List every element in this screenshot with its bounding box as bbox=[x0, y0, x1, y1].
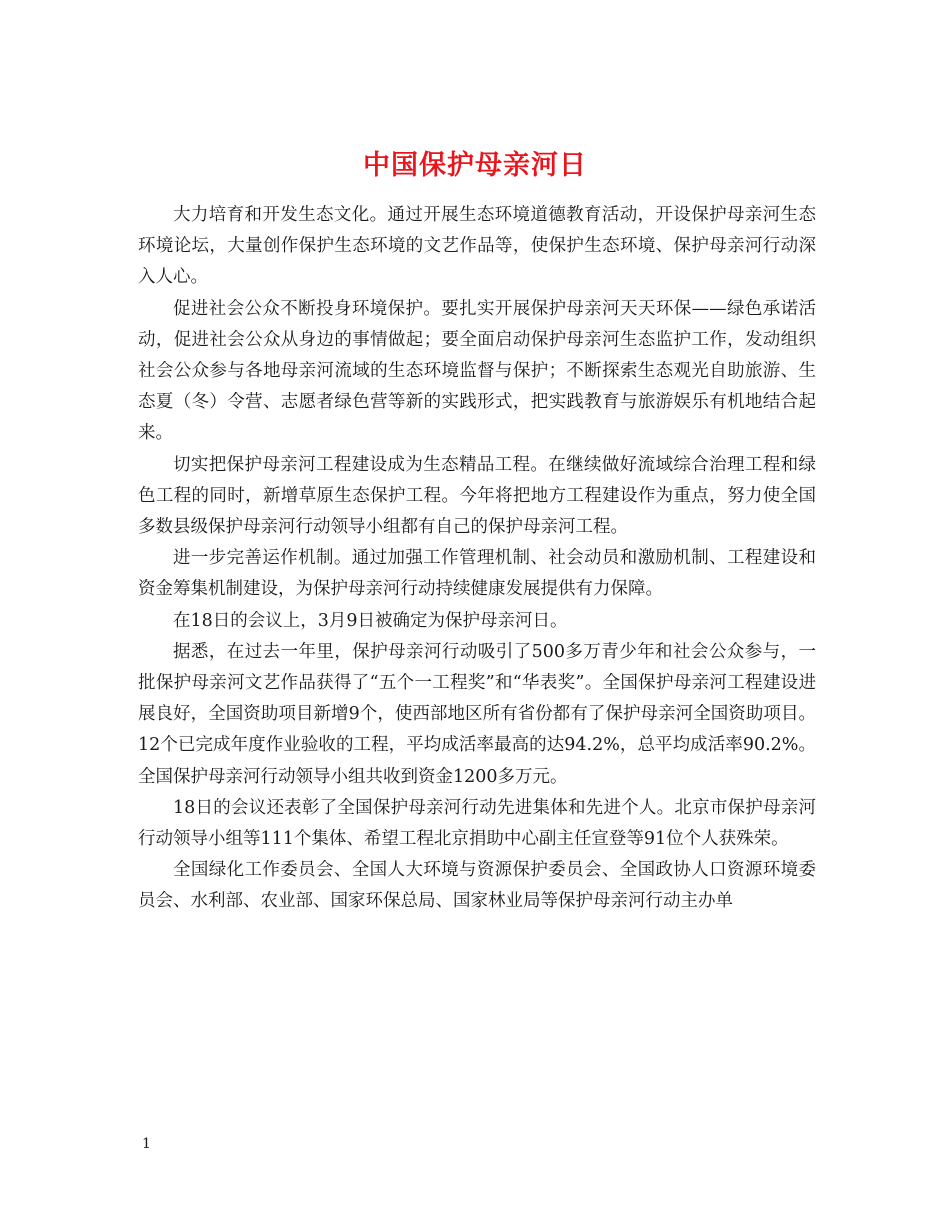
paragraph-2: 促进社会公众不断投身环境保护。要扎实开展保护母亲河天天环保——绿色承诺活动，促进社会公众从身边的事情做起；要全面启动保护母亲河生态监护工作，发动组织社会公众参与各地母亲河流域的生态环境监督与保护；不断探索生态观光自助旅游、生态夏（冬）令营、志愿者绿色营等新的实践形式，把实践教育与旅游娱乐有机地结合起来。 bbox=[138, 298, 816, 444]
body-text bbox=[138, 200, 816, 918]
paragraph-1: 大力培育和开发生态文化。通过开展生态环境道德教育活动，开设保护母亲河生态环境论坛，大量创作保护生态环境的文艺作品等，使保护生态环境、保护母亲河行动深入人心。 bbox=[138, 205, 816, 288]
page-number: 1 bbox=[142, 1136, 151, 1152]
paragraph-4: 进一步完善运作机制。通过加强工作管理机制、社会动员和激励机制、工程建设和资金筹集机制建设，为保护母亲河行动持续健康发展提供有力保障。 bbox=[138, 548, 816, 600]
paragraph-3: 切实把保护母亲河工程建设成为生态精品工程。在继续做好流域综合治理工程和绿色工程的同时，新增草原生态保护工程。今年将把地方工程建设作为重点，努力使全国多数县级保护母亲河行动领导小组都有自己的保护母亲河工程。 bbox=[138, 454, 816, 538]
paragraph-6: 据悉，在过去一年里，保护母亲河行动吸引了500多万青少年和社会公众参与，一批保护母亲河文艺作品获得了“五个一工程奖”和“华表奖”。全国保护母亲河工程建设进展良好，全国资助项目新增9个，使西部地区所有省份都有了保护母亲河全国资助项目。12个已完成年度作业验收的工程，平均成活率最高的达94.2%，总平均成活率90.2%。全国保护母亲河行动领导小组共收到资金1200多万元。 bbox=[138, 641, 816, 787]
page-title: 中国保护母亲河日 bbox=[363, 150, 587, 182]
paragraph-8: 全国绿化工作委员会、全国人大环境与资源保护委员会、全国政协人口资源环境委员会、水利部、农业部、国家环保总局、国家林业局等保护母亲河行动主办单 bbox=[138, 860, 816, 912]
paragraph-5: 在18日的会议上，3月9日被确定为保护母亲河日。 bbox=[173, 610, 568, 631]
paragraph-7: 18日的会议还表彰了全国保护母亲河行动先进集体和先进个人。北京市保护母亲河行动领导小组等111个集体、希望工程北京捐助中心副主任宣登等91位个人获殊荣。 bbox=[138, 797, 816, 850]
